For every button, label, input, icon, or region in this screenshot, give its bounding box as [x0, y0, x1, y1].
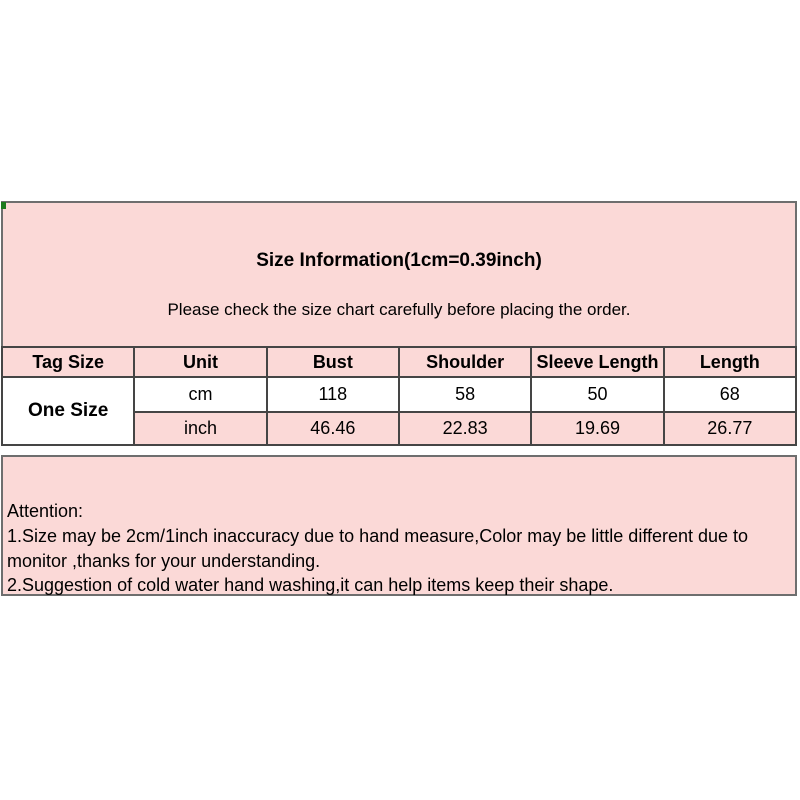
attention-note: [1, 455, 797, 596]
cell-sleeve-length-inch: 19.69: [531, 412, 663, 445]
cell-bust-inch: 46.46: [267, 412, 399, 445]
corner-artifact: [1, 202, 6, 209]
cell-length-cm: 68: [664, 377, 796, 412]
size-table-header-row: [2, 347, 796, 377]
size-info-header: [1, 201, 797, 346]
column-header-bust: Bust: [267, 347, 399, 377]
cell-shoulder-cm: 58: [399, 377, 531, 412]
attention-line-3: 2.Suggestion of cold water hand washing,it can help items keep their shape.: [7, 575, 614, 596]
cell-unit-cm: cm: [134, 377, 266, 412]
cell-sleeve-length-cm: 50: [531, 377, 663, 412]
cell-length-inch: 26.77: [664, 412, 796, 445]
size-table: [1, 346, 797, 446]
column-header-sleeve-length: Sleeve Length: [531, 347, 663, 377]
attention-heading: Attention:: [7, 501, 84, 521]
cell-unit-inch: inch: [134, 412, 266, 445]
column-header-tag-size: Tag Size: [2, 347, 134, 377]
column-header-shoulder: Shoulder: [399, 347, 531, 377]
cell-tag-size: One Size: [2, 377, 134, 445]
column-header-length: Length: [664, 347, 796, 377]
cell-shoulder-inch: 22.83: [399, 412, 531, 445]
attention-line-2: monitor ,thanks for your understanding.: [7, 550, 321, 571]
attention-line-1: 1.Size may be 2cm/1inch inaccuracy due to hand measure,Color may be little different due to: [7, 525, 749, 546]
cell-bust-cm: 118: [267, 377, 399, 412]
size-info-title: Size Information(1cm=0.39inch): [256, 250, 542, 271]
size-info-subtitle: Please check the size chart carefully before placing the order.: [167, 300, 631, 319]
size-table-row-cm: [2, 377, 796, 412]
column-header-unit: Unit: [134, 347, 266, 377]
